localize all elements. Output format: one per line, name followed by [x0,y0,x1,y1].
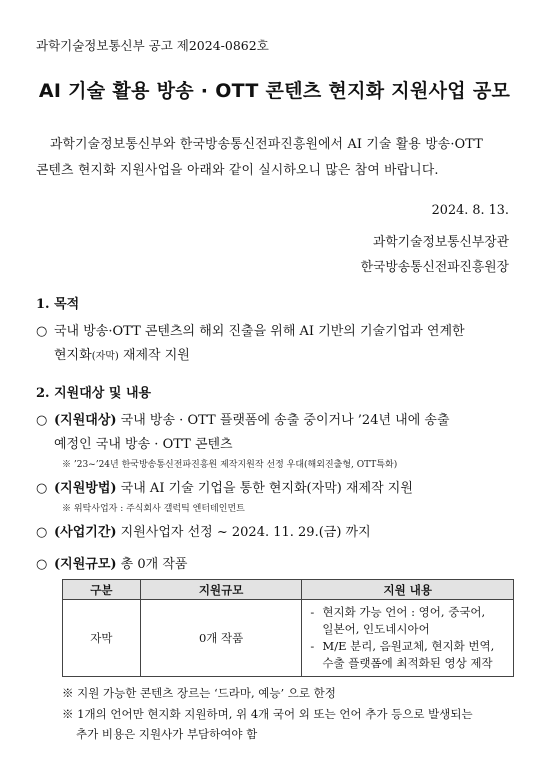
method-text: 국내 AI 기술 기업을 통한 현지화(자막) 재제작 지원 [116,481,413,496]
period-bullet [36,521,371,540]
page-title: AI 기술 활용 방송 · OTT 콘텐츠 현지화 지원사업 공모 [38,80,511,102]
method-label: (지원방법) [54,481,117,496]
dash-icon: - [310,639,315,653]
target-text-line-1: 국내 방송 · OTT 플랫폼에 송출 중이거나 ’24년 내에 송출 [116,413,450,428]
period-label: (사업기간) [54,525,117,540]
scale-bullet [36,553,187,572]
content-item [310,638,507,672]
table-cell-category: 자막 [63,600,141,677]
content-item-line-2: 수출 플랫폼에 최적화된 영상 제작 [322,656,493,670]
scale-text: 총 0개 작품 [116,557,188,572]
scale-label: (지원규모) [54,557,117,572]
signatory-minister: 과학기술정보통신부장관 [373,235,509,250]
dash-icon: - [310,605,315,619]
method-note: ※ 위탁사업자 : 주식회사 갤럭틱 엔터테인먼트 [62,504,245,514]
table-header-content: 지원 내용 [302,580,514,600]
purpose-text-line-2 [54,344,190,363]
table-cell-content [302,600,514,677]
notice-number: 과학기술정보통신부 공고 제2024-0862호 [36,38,269,53]
signatory-agency: 한국방송통신전파진흥원장 [360,260,509,275]
target-text-line-2: 예정인 국내 방송 · OTT 콘텐츠 [54,437,233,452]
bullet-circle-icon: ○ [36,557,48,572]
bullet-circle-icon: ○ [36,413,48,428]
content-item [310,604,507,638]
intro-line-1: 과학기술정보통신부와 한국방송통신전파진흥원에서 AI 기술 활용 방송·OTT [50,137,483,152]
purpose-bullet [36,320,465,339]
purpose-text-part-b: 재제작 지원 [118,348,190,363]
table-row [63,600,514,677]
bullet-circle-icon: ○ [36,525,48,540]
target-note: ※ ’23~’24년 한국방송통신전파진흥원 제작지원작 선정 우대(해외진출형, OTT특화) [62,460,398,470]
bullet-circle-icon: ○ [36,324,48,339]
target-label: (지원대상) [54,413,117,428]
target-bullet [36,409,450,428]
content-item-line-2: 일본어, 인도네시아어 [322,622,430,636]
purpose-text-paren: (자막) [91,351,119,362]
period-text: 지원사업자 선정 ~ 2024. 11. 29.(금) 까지 [116,525,371,540]
support-table [62,579,514,677]
intro-line-2: 콘텐츠 현지화 지원사업을 아래와 같이 실시하오니 많은 참여 바랍니다. [36,163,439,178]
bullet-circle-icon: ○ [36,481,48,496]
section-target-heading: 2. 지원대상 및 내용 [36,386,152,401]
method-bullet [36,477,413,496]
footnote-language-line-2: 추가 비용은 지원사가 부담하여야 함 [76,727,258,741]
section-purpose-heading: 1. 목적 [36,297,80,312]
table-cell-scale: 0개 작품 [140,600,302,677]
footnote-genre: ※ 지원 가능한 콘텐츠 장르는 ‘드라마, 예능’ 으로 한정 [62,686,336,700]
content-item-line-1: 현지화 가능 언어 : 영어, 중국어, [322,605,486,619]
purpose-text-line-1: 국내 방송·OTT 콘텐츠의 해외 진출을 위해 AI 기반의 기술기업과 연계한 [54,324,465,339]
content-item-line-1: M/E 분리, 음원교체, 현지화 번역, [322,639,495,653]
table-header-scale: 지원규모 [140,580,302,600]
table-header-row [63,580,514,600]
purpose-text-part: 현지화 [54,348,92,363]
table-header-category: 구분 [63,580,141,600]
footnote-language-line-1: ※ 1개의 언어만 현지화 지원하며, 위 4개 국어 외 또는 언어 추가 등으로 발생되는 [62,707,473,721]
announcement-date: 2024. 8. 13. [431,203,509,218]
